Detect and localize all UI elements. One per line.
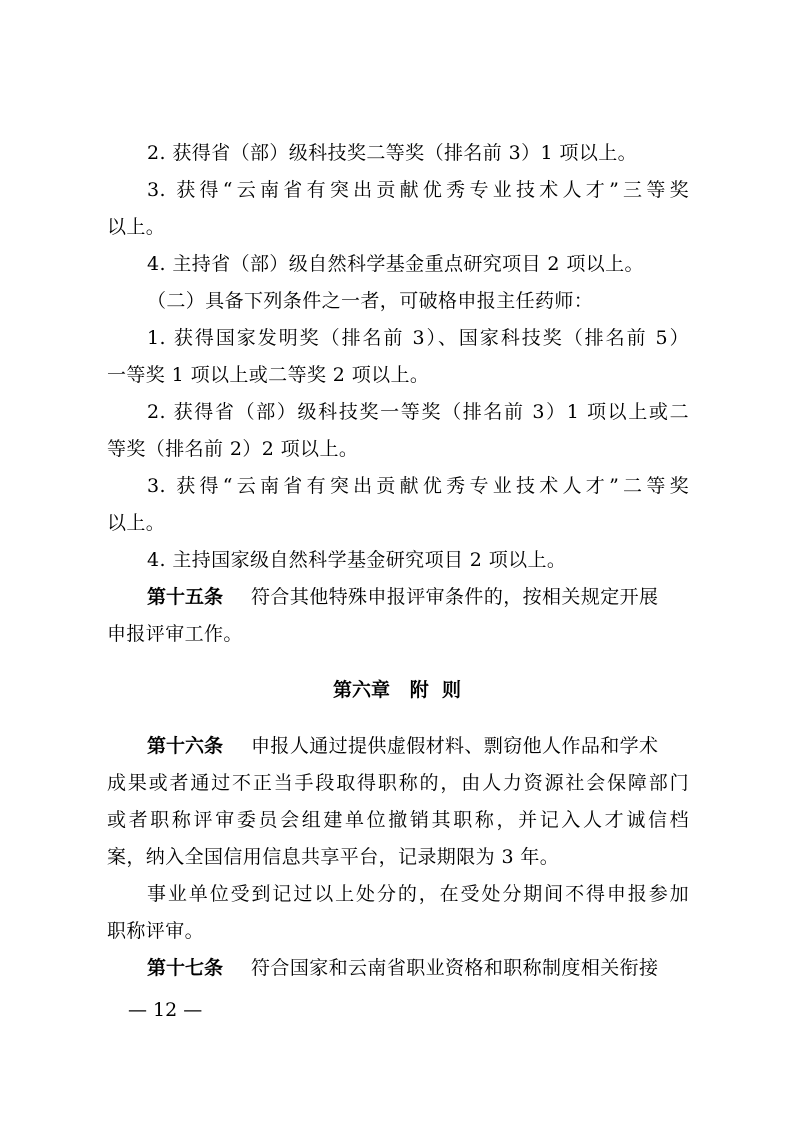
paragraph-line: 2. 获得省（部）级科技奖一等奖（排名前 3）1 项以上或二 — [147, 401, 689, 423]
article-16-text: 申报人通过提供虚假材料、剽窃他人作品和学术 — [251, 735, 659, 757]
article-15-first-line — [147, 585, 689, 609]
paragraph-line: 申报评审工作。 — [107, 623, 243, 645]
page-number: — 12 — — [128, 999, 203, 1021]
paragraph-line: 一等奖 1 项以上或二等奖 2 项以上。 — [107, 364, 430, 386]
paragraph-line: 职称评审。 — [107, 920, 205, 942]
paragraph-line: 或者职称评审委员会组建单位撤销其职称，并记入人才诚信档 — [107, 809, 689, 831]
paragraph-line: 1. 获得国家发明奖（排名前 3）、国家科技奖（排名前 5） — [147, 327, 689, 349]
paragraph-line: 2. 获得省（部）级科技奖二等奖（排名前 3）1 项以上。 — [147, 142, 638, 164]
paragraph-line: 成果或者通过不正当手段取得职称的，由人力资源社会保障部门 — [107, 772, 689, 794]
article-17-label: 第十七条 — [147, 957, 224, 979]
paragraph-line: （二）具备下列条件之一者，可破格申报主任药师： — [147, 290, 594, 312]
paragraph-line: 以上。 — [107, 512, 166, 534]
paragraph-line: 以上。 — [107, 216, 166, 238]
article-16-label: 第十六条 — [147, 735, 224, 757]
article-17-text: 符合国家和云南省职业资格和职称制度相关衔接 — [251, 957, 659, 979]
paragraph-line: 事业单位受到记过以上处分的，在受处分期间不得申报参加 — [147, 883, 689, 905]
chapter-heading: 第六章 附 则 — [332, 679, 462, 701]
paragraph-line: 4. 主持国家级自然科学基金研究项目 2 项以上。 — [147, 549, 567, 571]
paragraph-line: 3. 获得“云南省有突出贡献优秀专业技术人才”三等奖 — [147, 179, 689, 201]
article-16-first-line — [147, 734, 794, 758]
paragraph-line: 4. 主持省（部）级自然科学基金重点研究项目 2 项以上。 — [147, 253, 644, 275]
paragraph-line: 3. 获得“云南省有突出贡献优秀专业技术人才”二等奖 — [147, 475, 689, 497]
article-15-text: 符合其他特殊申报评审条件的，按相关规定开展 — [251, 586, 659, 608]
article-17-first-line — [147, 956, 794, 980]
article-15-label: 第十五条 — [147, 586, 224, 608]
paragraph-line: 案，纳入全国信用信息共享平台，记录期限为 3 年。 — [107, 846, 560, 868]
paragraph-line: 等奖（排名前 2）2 项以上。 — [107, 438, 359, 460]
